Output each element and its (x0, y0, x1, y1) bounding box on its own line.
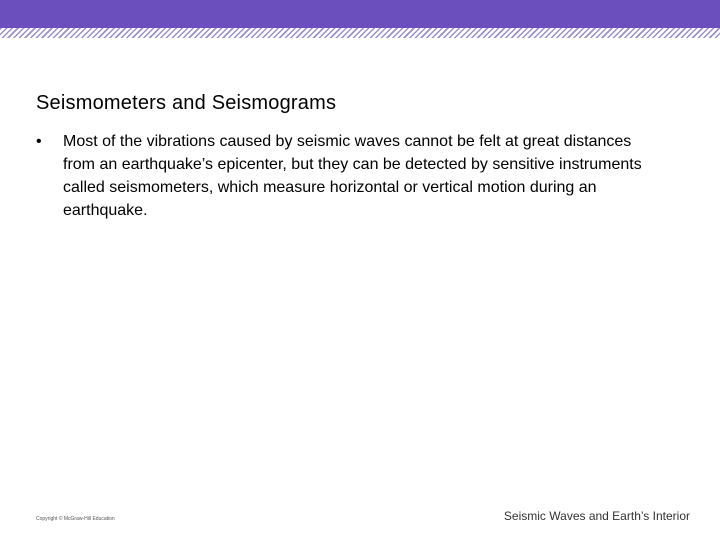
header-band (0, 0, 720, 28)
bullet-text: Most of the vibrations caused by seismic waves cannot be felt at great distances from an earthquake’s epicenter, but they can be detected by sensitive instruments called seismometers, which measure horizontal or vertical motion during an earthquake. (63, 133, 642, 219)
footer-copyright: Copyright © McGraw-Hill Education (36, 516, 115, 522)
bullet-item (36, 130, 656, 222)
bullet-marker: • (36, 133, 42, 150)
header-stripe-pattern (0, 28, 720, 38)
bullet-list (36, 130, 656, 222)
footer-topic: Seismic Waves and Earth’s Interior (503, 509, 690, 523)
slide-title: Seismometers and Seismograms (36, 92, 337, 114)
